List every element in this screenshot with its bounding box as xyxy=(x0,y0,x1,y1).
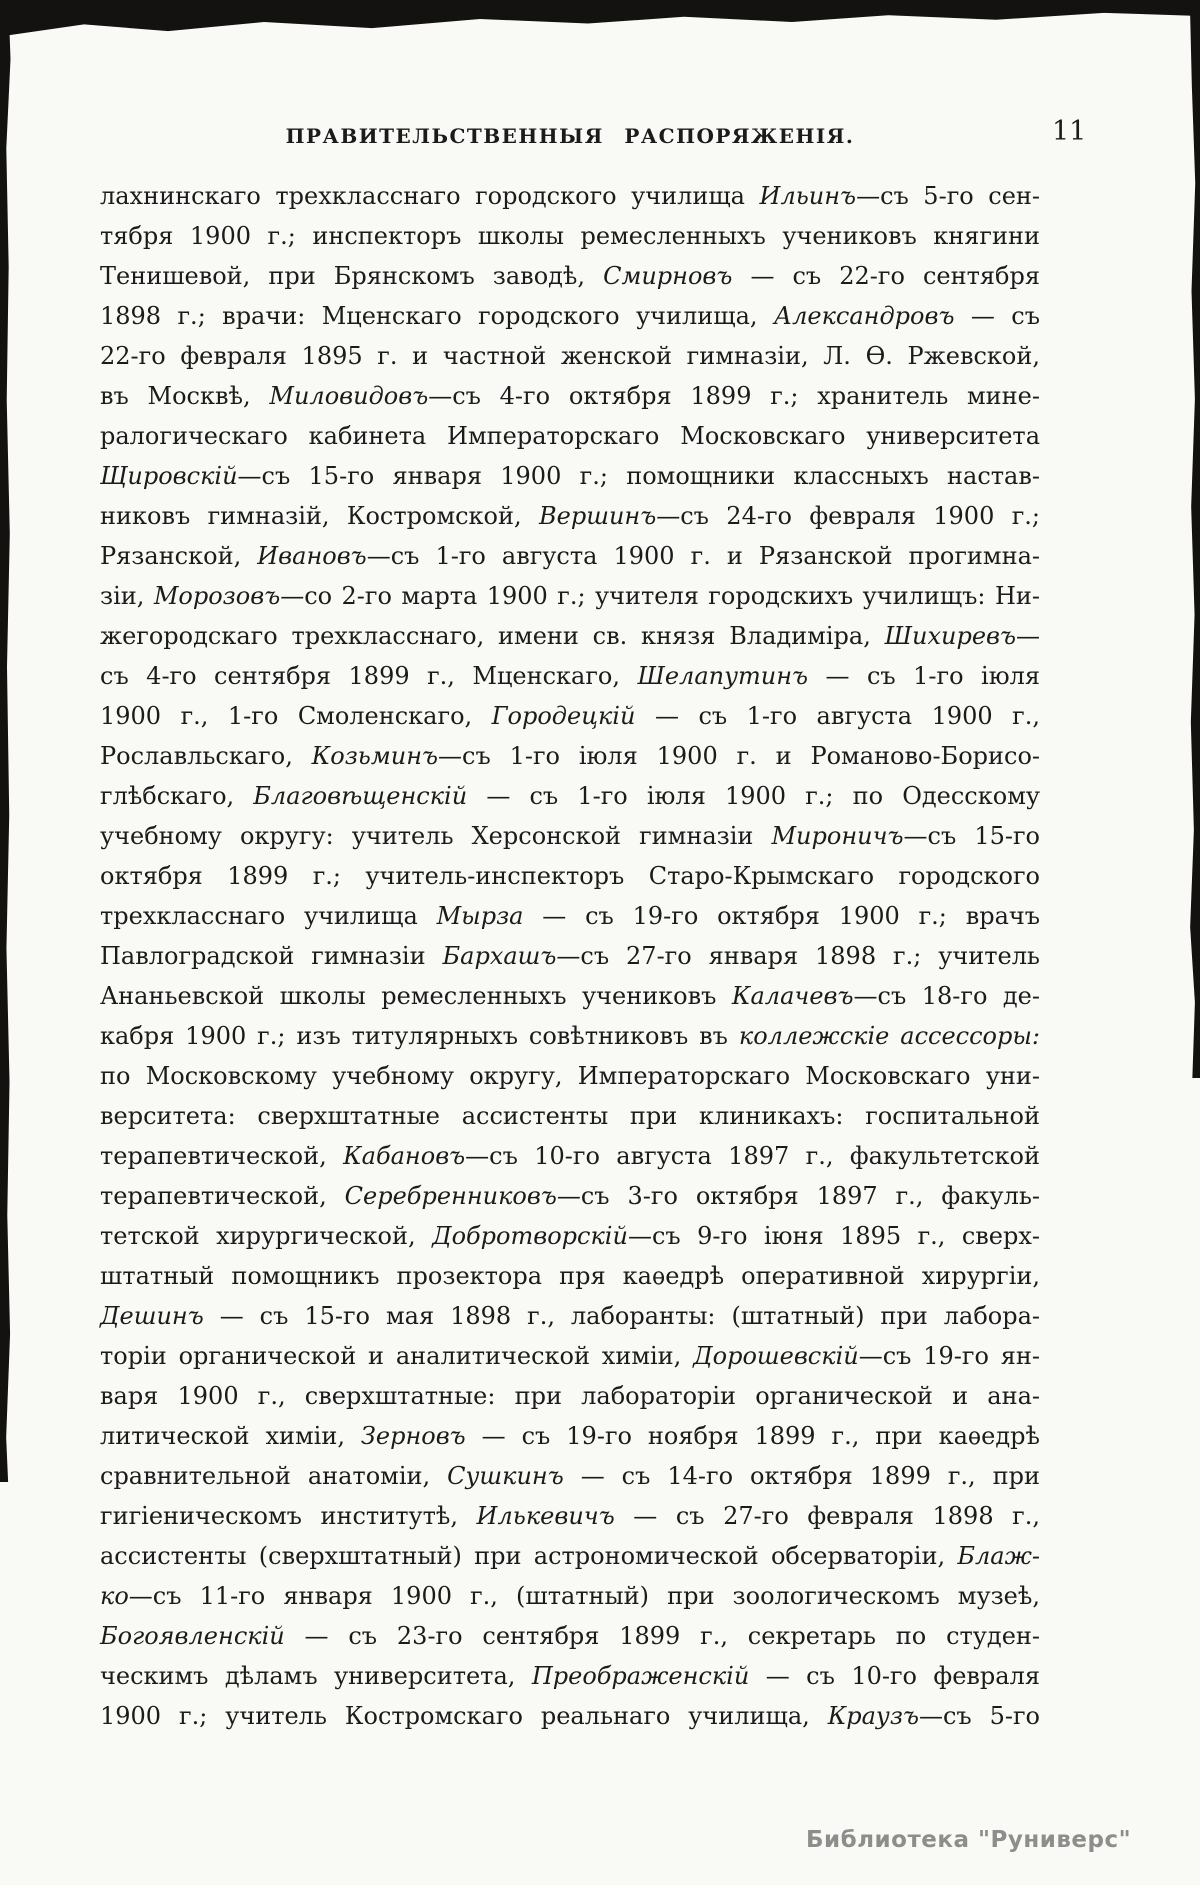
text-segment: — съ 19-го октября 1900 г.; врачъ xyxy=(523,902,1041,930)
text-segment: лахнинскаго трехкласснаго городского училища xyxy=(100,182,760,210)
text-line xyxy=(100,616,1040,656)
italic-name: Добротворскій xyxy=(432,1222,628,1250)
italic-name: Щировскій xyxy=(100,462,238,490)
italic-name: Шихиревъ xyxy=(884,622,1016,650)
text-line xyxy=(100,656,1040,696)
text-segment: жегородскаго трехкласснаго, имени св. князя Владиміра, xyxy=(100,622,885,650)
text-segment: Тенишевой, при Брянскомъ заводѣ, xyxy=(100,262,604,290)
text-line xyxy=(100,1376,1040,1416)
document-text xyxy=(100,176,1040,1736)
text-segment: — съ 10-го февраля xyxy=(749,1662,1040,1690)
scan-edge-right xyxy=(1183,0,1200,1078)
italic-name: Калачевъ xyxy=(731,982,854,1010)
text-line xyxy=(100,1296,1040,1336)
text-line xyxy=(100,1136,1040,1176)
italic-name: коллежскіе ассессоры: xyxy=(738,1022,1040,1050)
text-segment: Рязанской, xyxy=(100,542,258,570)
watermark: Библиотека "Руниверс" xyxy=(806,1827,1132,1853)
text-line xyxy=(100,976,1040,1016)
text-line xyxy=(100,1576,1040,1616)
text-segment: —съ 11-го января 1900 г., (штатный) при зоологическомъ музеѣ, xyxy=(128,1582,1040,1610)
text-line xyxy=(100,1616,1040,1656)
text-segment: —съ 5-го сен- xyxy=(856,182,1040,210)
text-segment: терапевтической, xyxy=(100,1182,345,1210)
text-segment: — съ 1-го іюля 1900 г.; по Одесскому xyxy=(467,782,1040,810)
text-segment: октября 1899 г.; учитель-инспекторъ Старо-Крымскаго городского xyxy=(100,862,1040,890)
text-segment: —съ 10-го августа 1897 г., факультетской xyxy=(465,1142,1040,1170)
text-segment: —съ 9-го іюня 1895 г., сверх- xyxy=(627,1222,1041,1250)
text-line xyxy=(100,1096,1040,1136)
text-line xyxy=(100,1336,1040,1376)
text-segment: — съ 19-го ноября 1899 г., при каѳедрѣ xyxy=(465,1422,1040,1450)
text-line xyxy=(100,1216,1040,1256)
italic-name: Серебренниковъ xyxy=(344,1182,557,1210)
text-line xyxy=(100,936,1040,976)
text-line xyxy=(100,1496,1040,1536)
text-segment: верситета: сверхштатные ассистенты при клиникахъ: госпитальной xyxy=(100,1102,1040,1130)
text-line xyxy=(100,336,1040,376)
italic-name: Краузъ xyxy=(827,1702,919,1730)
page-header: ПРАВИТЕЛЬСТВЕННЫЯ РАСПОРЯЖЕНІЯ. xyxy=(285,124,855,148)
text-segment: Рославльскаго, xyxy=(100,742,312,770)
text-line xyxy=(100,216,1040,256)
italic-name: Илькевичъ xyxy=(476,1502,615,1530)
text-line xyxy=(100,696,1040,736)
italic-name: Блаж- xyxy=(957,1542,1040,1570)
text-segment: литической химіи, xyxy=(100,1422,361,1450)
italic-name: Козьминъ xyxy=(311,742,439,770)
text-segment: — съ 15-го мая 1898 г., лаборанты: (штатный) при лабора- xyxy=(203,1302,1040,1330)
scan-edge-left xyxy=(0,0,14,1482)
italic-name: Мироничъ xyxy=(771,822,904,850)
italic-name: Преображенскій xyxy=(531,1662,750,1690)
italic-name: Миловидовъ xyxy=(269,382,429,410)
text-segment: терапевтической, xyxy=(100,1142,344,1170)
italic-name: Благовѣщенскій xyxy=(253,782,468,810)
italic-name: Городецкій xyxy=(491,702,636,730)
scan-edge-top xyxy=(0,0,1200,38)
italic-name: Сушкинъ xyxy=(447,1462,564,1490)
text-segment: — съ 23-го сентября 1899 г., секретарь по студен- xyxy=(284,1622,1040,1650)
text-segment: —съ 24-го февраля 1900 г.; xyxy=(656,502,1041,530)
text-segment: —съ 15-го xyxy=(903,822,1040,850)
italic-name: Бархашъ xyxy=(442,942,557,970)
text-line xyxy=(100,1656,1040,1696)
italic-name: Александровъ xyxy=(773,302,955,330)
text-line xyxy=(100,1536,1040,1576)
text-line xyxy=(100,856,1040,896)
text-segment: Ананьевской школы ремесленныхъ учениковъ xyxy=(100,982,732,1010)
text-segment: — съ 1-го іюля xyxy=(808,662,1040,690)
text-line xyxy=(100,1056,1040,1096)
text-line xyxy=(100,1176,1040,1216)
text-segment: —съ 1-го іюля 1900 г. и Романово-Борисо- xyxy=(438,742,1040,770)
text-segment: по Московскому учебному округу, Императорскаго Московскаго уни- xyxy=(100,1062,1040,1090)
text-segment: ческимъ дѣламъ университета, xyxy=(100,1662,532,1690)
text-segment: — съ 22-го сентября xyxy=(732,262,1040,290)
text-segment: — съ 27-го февраля 1898 г., xyxy=(614,1502,1041,1530)
text-line xyxy=(100,736,1040,776)
text-line xyxy=(100,296,1040,336)
text-segment: ассистенты (сверхштатный) при астрономической обсерваторіи, xyxy=(100,1542,958,1570)
text-segment: —со 2-го марта 1900 г.; учителя городскихъ училищъ: Ни- xyxy=(280,582,1040,610)
italic-name: Дорошевскій xyxy=(693,1342,859,1370)
italic-name: Ивановъ xyxy=(257,542,367,570)
text-line xyxy=(100,496,1040,536)
text-segment: —съ 1-го августа 1900 г. и Рязанской прогимна- xyxy=(366,542,1040,570)
text-line xyxy=(100,1016,1040,1056)
text-line xyxy=(100,576,1040,616)
text-segment: —съ 3-го октября 1897 г., факуль- xyxy=(556,1182,1041,1210)
text-segment: гигіеническомъ институтѣ, xyxy=(100,1502,477,1530)
text-line xyxy=(100,256,1040,296)
italic-name: Смирновъ xyxy=(603,262,733,290)
text-segment: —съ 27-го января 1898 г.; учитель xyxy=(556,942,1041,970)
text-segment: 1900 г.; учитель Костромскаго реальнаго училища, xyxy=(100,1702,828,1730)
text-line xyxy=(100,1416,1040,1456)
text-segment: —съ 5-го xyxy=(918,1702,1040,1730)
text-line xyxy=(100,896,1040,936)
text-line xyxy=(100,1696,1040,1736)
text-segment: Павлоградской гимназіи xyxy=(100,942,443,970)
text-segment: въ Москвѣ, xyxy=(100,382,270,410)
text-segment: кабря 1900 г.; изъ титулярныхъ совѣтниковъ въ xyxy=(100,1022,739,1050)
text-line xyxy=(100,816,1040,856)
italic-name: Мырза xyxy=(436,902,524,930)
text-line xyxy=(100,776,1040,816)
text-segment: никовъ гимназій, Костромской, xyxy=(100,502,540,530)
page-number: 11 xyxy=(1052,116,1087,147)
text-line xyxy=(100,176,1040,216)
text-segment: зіи, xyxy=(100,582,154,610)
text-line xyxy=(100,456,1040,496)
text-segment: —съ 19-го ян- xyxy=(858,1342,1040,1370)
text-segment: — съ xyxy=(954,302,1040,330)
text-segment: 1898 г.; врачи: Мценскаго городского училища, xyxy=(100,302,774,330)
text-segment: —съ 4-го октября 1899 г.; хранитель мине- xyxy=(428,382,1040,410)
italic-name: Шелапутинъ xyxy=(637,662,809,690)
text-segment: варя 1900 г., сверхштатные: при лабораторіи органической и ана- xyxy=(100,1382,1040,1410)
italic-name: Морозовъ xyxy=(153,582,281,610)
text-segment: — съ 14-го октября 1899 г., при xyxy=(563,1462,1040,1490)
text-segment: 1900 г., 1-го Смоленскаго, xyxy=(100,702,492,730)
text-segment: штатный помощникъ прозектора пря каѳедрѣ оперативной хирургіи, xyxy=(100,1262,1040,1290)
text-segment: съ 4-го сентября 1899 г., Мценскаго, xyxy=(100,662,638,690)
text-segment: тября 1900 г.; инспекторъ школы ремесленныхъ учениковъ княгини xyxy=(100,222,1040,250)
text-segment: —съ 18-го де- xyxy=(853,982,1040,1010)
text-segment: глѣбскаго, xyxy=(100,782,254,810)
text-segment: —съ 15-го января 1900 г.; помощники классныхъ настав- xyxy=(237,462,1040,490)
text-line xyxy=(100,376,1040,416)
text-line xyxy=(100,536,1040,576)
text-line xyxy=(100,1256,1040,1296)
text-segment: учебному округу: учитель Херсонской гимназіи xyxy=(100,822,772,850)
text-segment: 22-го февраля 1895 г. и частной женской гимназіи, Л. Ѳ. Ржевской, xyxy=(100,342,1040,370)
text-segment: торіи органической и аналитической химіи, xyxy=(100,1342,694,1370)
text-segment: тетской хирургической, xyxy=(100,1222,433,1250)
text-segment: — xyxy=(1016,622,1040,650)
italic-name: Кабановъ xyxy=(343,1142,466,1170)
text-segment: ралогическаго кабинета Императорскаго Московскаго университета xyxy=(100,422,1040,450)
text-segment: трехкласснаго училища xyxy=(100,902,437,930)
italic-name: Богоявленскій xyxy=(100,1622,285,1650)
text-segment: — съ 1-го августа 1900 г., xyxy=(635,702,1041,730)
italic-name: Вершинъ xyxy=(539,502,657,530)
text-line xyxy=(100,416,1040,456)
text-line xyxy=(100,1456,1040,1496)
italic-name: Зерновъ xyxy=(360,1422,466,1450)
text-segment: сравнительной анатоміи, xyxy=(100,1462,448,1490)
italic-name: ко xyxy=(100,1582,129,1610)
italic-name: Ильинъ xyxy=(759,182,857,210)
italic-name: Дешинъ xyxy=(100,1302,204,1330)
